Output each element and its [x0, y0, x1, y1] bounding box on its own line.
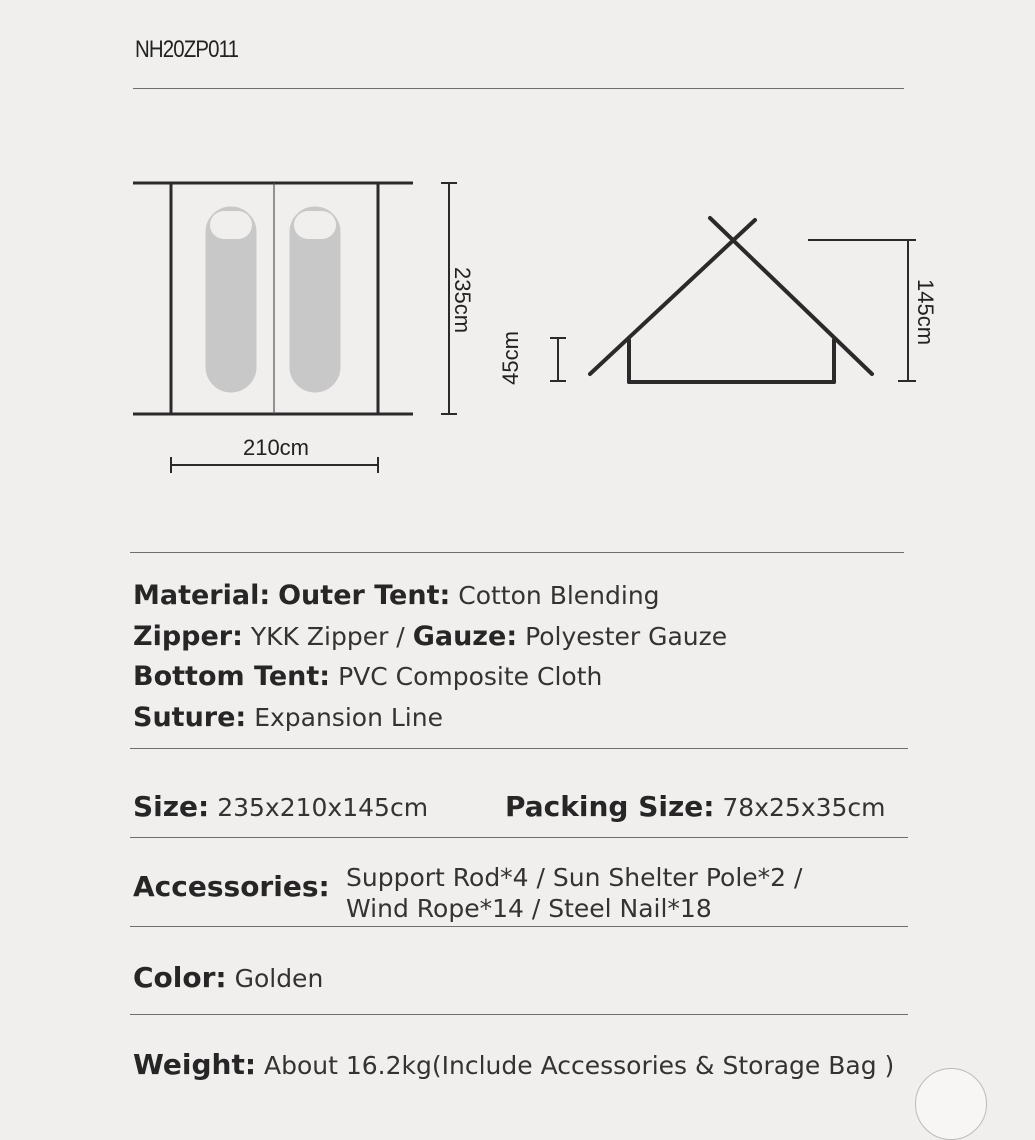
- width-dimension-label: 210cm: [242, 435, 310, 460]
- total-height-label: 145cm: [913, 278, 938, 346]
- length-dimension-label: 235cm: [450, 266, 475, 334]
- model-code: NH20ZP011: [135, 36, 239, 63]
- diagram-divider: [130, 552, 904, 553]
- weight-row: Weight: About 16.2kg(Include Accessories & Storage Bag ): [133, 1048, 895, 1081]
- color-row: Color: Golden: [133, 961, 324, 994]
- zipper-line: Zipper: YKK Zipper / Gauze: Polyester Gauze: [133, 621, 728, 652]
- materials-divider: [130, 748, 908, 749]
- tent-side-view: [590, 218, 872, 382]
- packing-size-row: Packing Size: 78x25x35cm: [505, 790, 886, 823]
- accessories-line-1: Support Rod*4 / Sun Shelter Pole*2 /: [346, 863, 803, 892]
- floating-circle-button[interactable]: [915, 1068, 987, 1140]
- accessories-value: [346, 862, 802, 924]
- accessories-line-2: Wind Rope*14 / Steel Nail*18: [346, 894, 712, 923]
- size-row: Size: 235x210x145cm: [133, 790, 429, 823]
- accessories-label: Accessories:: [133, 870, 330, 903]
- bottom-tent-line: Bottom Tent: PVC Composite Cloth: [133, 661, 603, 692]
- size-divider: [130, 837, 908, 838]
- floor-plan: [133, 183, 457, 473]
- accessories-divider: [130, 926, 908, 927]
- suture-line: Suture: Expansion Line: [133, 702, 443, 733]
- color-divider: [130, 1014, 908, 1015]
- material-line: Material: Outer Tent: Cotton Blending: [133, 580, 660, 611]
- wall-height-label: 45cm: [498, 331, 523, 385]
- tent-dimension-diagram: [0, 0, 1035, 520]
